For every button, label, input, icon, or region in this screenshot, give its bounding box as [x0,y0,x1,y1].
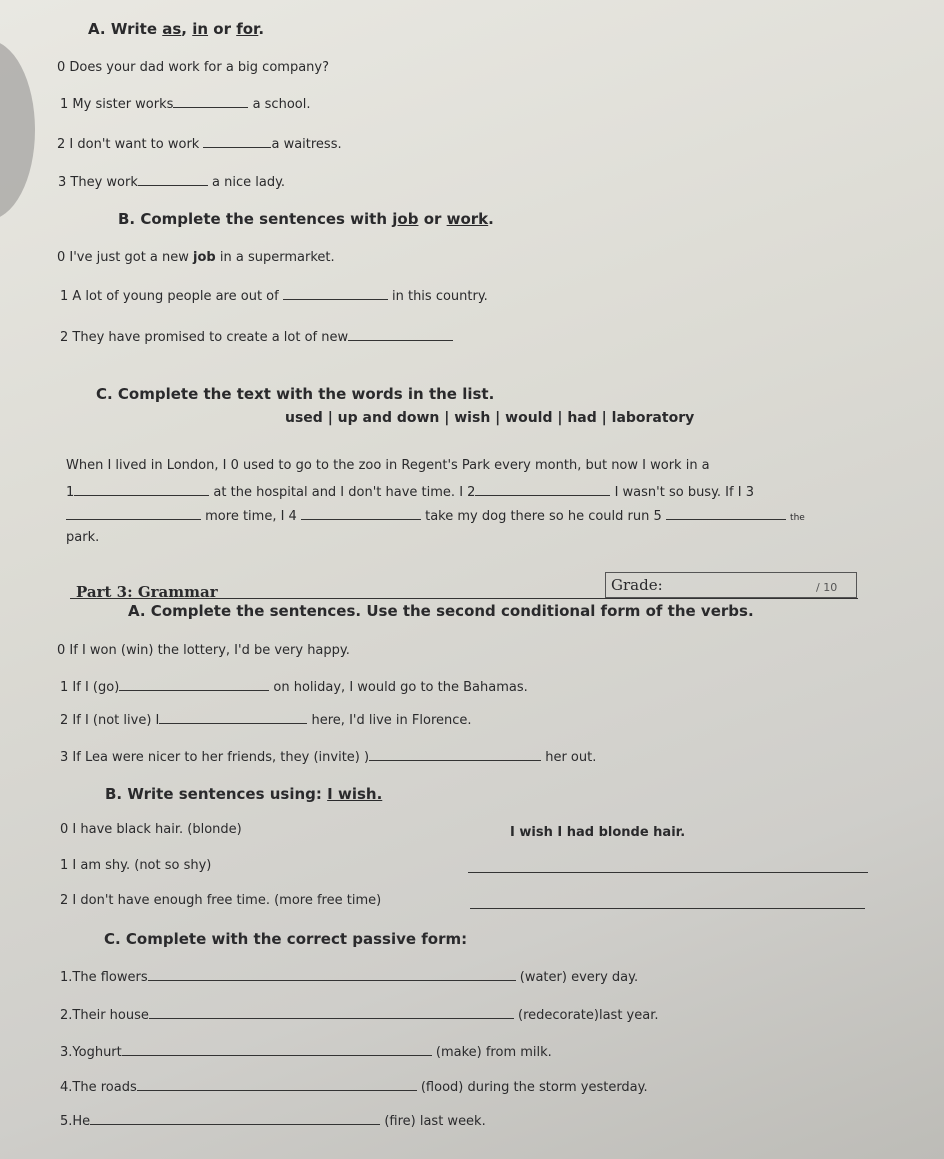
section-a-q1: 1 My sister works a school. [60,97,311,112]
section-a-q3: 3 They work a nice lady. [58,175,286,190]
word-list: used | up and down | wish | would | had | laboratory [285,410,695,426]
answer-line[interactable] [470,908,865,909]
passive-item: 2.Their house (redecorate)last year. [60,1008,659,1023]
section-c-line4: park. [66,530,100,545]
grammar-a-heading: A. Complete the sentences. Use the second conditional form of the verbs. [128,602,754,620]
grammar-b-q0-answer: I wish I had blonde hair. [510,825,686,840]
answer-blank[interactable] [122,1043,432,1056]
answer-blank[interactable] [148,968,516,981]
answer-blank[interactable] [74,483,209,496]
section-c-heading: C. Complete the text with the words in the list. [96,385,495,403]
answer-blank[interactable] [301,507,421,520]
section-b-q0: 0 I've just got a new job in a supermarket. [57,250,335,265]
answer-blank[interactable] [137,1078,417,1091]
passive-item: 4.The roads (flood) during the storm yesterday. [60,1080,648,1095]
part-3-title: Part 3: Grammar [76,583,218,601]
passive-item: 1.The flowers (water) every day. [60,970,639,985]
answer-blank[interactable] [173,95,248,108]
answer-blank[interactable] [90,1112,380,1125]
answer-blank[interactable] [138,173,208,186]
grammar-b-q0-prompt: 0 I have black hair. (blonde) [60,822,242,837]
grammar-a-q1: 1 If I (go) on holiday, I would go to the Bahamas. [60,680,528,695]
section-b-q2: 2 They have promised to create a lot of new [60,328,453,346]
answer-blank[interactable] [119,678,269,691]
grammar-a-q3: 3 If Lea were nicer to her friends, they (invite) ) her out. [60,750,597,765]
passive-item: 5.He (fire) last week. [60,1114,486,1129]
passive-item: 3.Yoghurt (make) from milk. [60,1045,552,1060]
section-b-heading: B. Complete the sentences with job or work. [118,210,494,228]
grammar-c-heading: C. Complete with the correct passive form: [104,930,468,948]
section-b-q1: 1 A lot of young people are out of in this country. [60,289,488,304]
answer-blank[interactable] [159,711,307,724]
answer-blank[interactable] [666,507,786,520]
section-a-q0: 0 Does your dad work for a big company? [57,60,329,75]
section-c-line3: more time, I 4 take my dog there so he could run 5 the [66,507,805,526]
answer-line[interactable] [468,872,868,873]
section-a-q2: 2 I don't want to work a waitress. [57,137,342,152]
grammar-b-q1-prompt: 1 I am shy. (not so shy) [60,858,212,873]
answer-blank[interactable] [66,507,201,520]
answer-blank[interactable] [283,287,388,300]
section-a-heading: A. Write as, in or for. [88,20,265,38]
answer-blank[interactable] [348,328,453,341]
answer-blank[interactable] [203,135,271,148]
grammar-b-q2-prompt: 2 I don't have enough free time. (more free time) [60,893,382,908]
answer-blank[interactable] [475,483,610,496]
page-shadow-edge [0,40,35,220]
section-c-line1: When I lived in London, I 0 used to go to the zoo in Regent's Park every month, but now I work in a [66,458,710,473]
grammar-b-heading: B. Write sentences using: I wish. [105,785,383,803]
grammar-a-q2: 2 If I (not live) I here, I'd live in Florence. [60,713,472,728]
answer-blank[interactable] [369,748,541,761]
section-c-line2: 1 at the hospital and I don't have time. I 2 I wasn't so busy. If I 3 [66,485,754,500]
grammar-a-q0: 0 If I won (win) the lottery, I'd be very happy. [57,643,350,658]
grade-label: Grade: [611,576,663,594]
answer-blank[interactable] [149,1006,514,1019]
grade-value: / 10 [816,581,838,594]
